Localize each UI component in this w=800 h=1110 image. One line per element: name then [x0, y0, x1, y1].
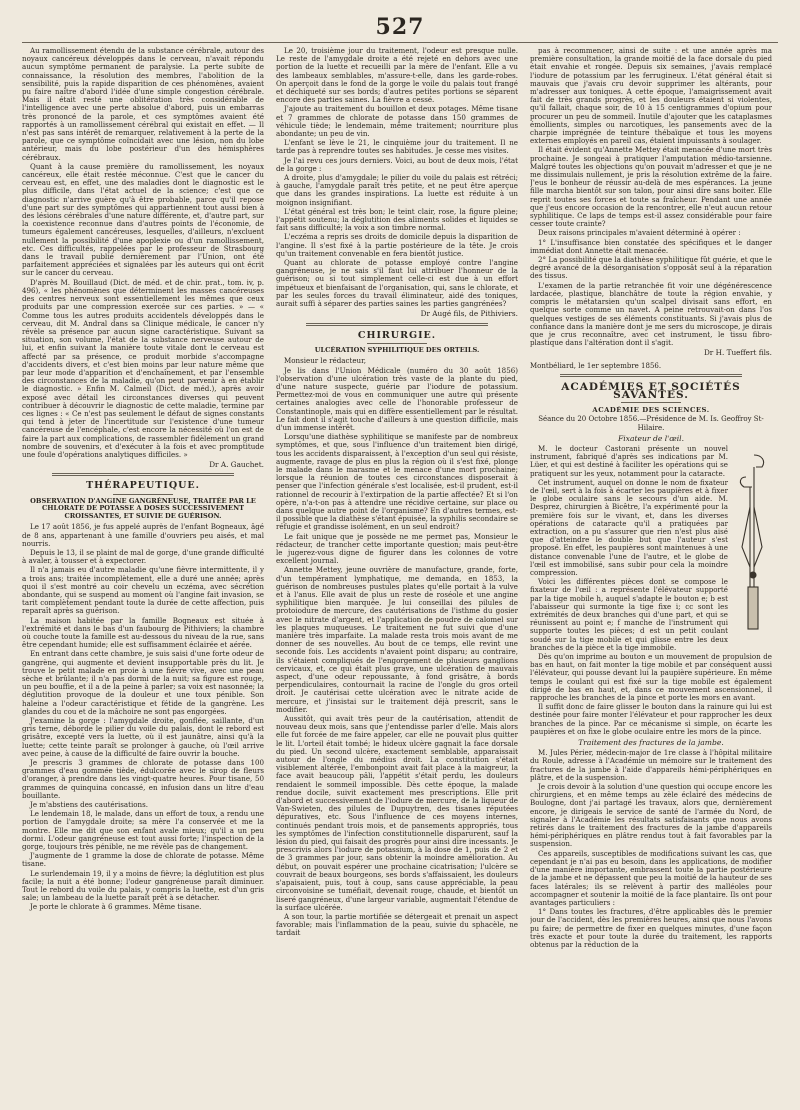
paragraph: Le fait unique que je possède ne me permet pas, Monsieur le rédacteur, de trancher cette importante question; mais peut-être le jugerez-vous digne de figurer dans les colonnes de votre excellent journal.: [276, 531, 518, 566]
paragraph: J'examine la gorge : l'amygdale droite, gonflée, saillante, d'un gris terne, déborde le pilier du voile du palais, dont le rebord est grisâtre, excepté vers la luette, où il est jaunâtre, ainsi qu'à la luette; cette teinte paraît se prolonger à gauche, où l'œil arrive avec peine, à cause de la difficulté de faire ouvrir la bouche.: [22, 716, 264, 758]
paragraph: J'ajoute au traitement du bouillon et deux potages. Même tisane et 7 grammes de chlorate de potasse dans 150 grammes de véhicule tiède; le lendemain, même traitement; nourriture plus abondante; un peu de vin.: [276, 104, 518, 139]
divider: [113, 494, 173, 495]
column-3: [530, 47, 772, 1103]
paragraph: Le 20, troisième jour du traitement, l'odeur est presque nulle. Le reste de l'amygdale droite a été rejeté en dehors avec une portion de la luette et recueilli par la mère de l'enfant. Elle a vu des lambeaux semblables, m'assure-t-elle, dans les garde-robes. On aperçoit dans le fond de la gorge le voile du palais tout frangé et déchiqueté sur ses bords; d'autres petites portions se séparent encore des parties saines. La fièvre a cessé.: [276, 47, 518, 105]
paragraph: Quant au chlorate de potasse employé contre l'angine gangréneuse, je ne sais s'il faut lui attribuer l'honneur de la guérison; ou si tout simplement celle-ci est due à un effort impétueux et bienfaisant de l'organisation, qui, sans le chlorate, et par les seules forces du travail éliminateur, aidé des toniques, aurait suffi à séparer des parties saines les parties gangrénées?: [276, 258, 518, 309]
paragraph: En entrant dans cette chambre, je suis saisi d'une forte odeur de gangrène, qui augmente et devient insupportable près du lit. Je trouve le petit malade en proie à une fièvre vive, avec une peau sèche et brûlante; il n'a pas dormi de la nuit; sa figure est rouge, un peu bouffie, et il a de la peine à parler; sa voix est nasonnée; la déglutition provoque de la douleur et une toux pénible. Son haleine a l'odeur caractéristique et fétide de la gangrène. Les glandes du cou et de la mâchoire ne sont pas engorgées.: [22, 649, 264, 716]
paragraph: Je porte le chlorate à 6 grammes. Même tisane.: [30, 902, 202, 912]
paragraph: 2° La possibilité que la diathèse syphilitique fût guérie, et que le degré avancé de la désorganisation s'opposât seul à la réparation des tissus.: [530, 255, 772, 281]
paragraph: A son tour, la partie mortifiée se détergeait et prenait un aspect favorable; mais l'inflammation de la peau, suivie du sphacèle, ne tardait: [276, 911, 518, 938]
paragraph: L'examen de la partie retranchée fit voir une dégénérescence lardacée, plastique, blanchâtre de toute la région envahie, y compris le métatarsien qu'un scalpel divisait sans effort, en quelque sorte comme un navet. A peine retrouvait-on dans l'os quelques vestiges de ses éléments constituants. Si j'avais plus de confiance dans la manière dont je me sers du microscope, je dirais que je crus reconnaître, avec cet instrument, le tissu fibro-plastique dans l'altération dont il s'agit.: [530, 280, 772, 348]
paragraph: Il n'a jamais eu d'autre maladie qu'une fièvre intermittente, il y a trois ans; traitée incomplètement, elle a duré une année; après quoi il s'est montré au coir chevelu un eczéma, avec sécrétion abondante, qui se suspend au moment où l'angine fait invasion, se tarit complètement pendant toute la durée de cette affection, puis reparaît après sa guérison.: [22, 565, 264, 616]
signature-place-date: Montbéliard, le 1er septembre 1856.: [530, 361, 662, 370]
paragraph: A droite, plus d'amygdale; le pilier du voile du palais est rétréci; à gauche, l'amygdale paraît très petite, et ne peut être aperçue que dans les grandes inspirations. La luette est réduite à un moignon insignifiant.: [276, 173, 518, 207]
divider: [367, 343, 427, 344]
paragraph: Je crois devoir à la solution d'une question qui occupe encore les chirurgiens, et en même temps au zèle éclairé des médecins de Boulogne, dont j'ai partagé les travaux, alors que, dernièrement encore, je dirigeais le service de santé de l'armée du Nord, de signaler à l'Académie les résultats satisfaisants que nous avons retirés dans le traitement des fractures de la jambe d'appareils hémi-périphériques en plâtre rendus tout à fait favorables par la suspension.: [530, 782, 772, 849]
session-line: Séance du 20 Octobre 1856.—Présidence de M. Is. Geoffroy St-Hilaire.: [538, 415, 764, 432]
salutation: Monsieur le rédacteur,: [284, 356, 366, 366]
section-title: THÉRAPEUTIQUE.: [86, 480, 200, 492]
paragraph: L'état général est très bon; le teint clair, rose, la figure pleine; l'appétit soutenu; la déglutition des aliments solides et liquides se fait sans difficulté; la voix a son timbre normal.: [276, 206, 518, 233]
paragraph: Au ramollissement étendu de la substance cérébrale, autour des noyaux cancéreux développés dans le cerveau, n'avait répondu aucun symptôme permanent de paralysie. La perte subite de connaissance, la résolution des membres, l'abolition de la sensibilité, puis la rapide disparition de ces phénomènes, avaient pu faire naître d'abord l'idée d'une simple congestion cérébrale. Mais il était resté une oblitération très considérable de l'intelligence avec une perte absolue d'abord, puis un embarras très prononcé de la parole, et ces symptômes avaient été rapportés à un ramollissement cérébral qui existait en effet. — Il n'est pas sans intérêt de remarquer, relativement à la perte de la parole, que ce symptôme coïncidait avec une lésion, non du lobe antérieur, mais du lobe postérieur d'un des hémisphères cérébraux.: [22, 47, 264, 162]
paragraph: L'enfant se lève le 21, le cinquième jour du traitement. Il ne tarde pas à reprendre toutes ses habitudes. Je cesse mes visites.: [276, 138, 518, 156]
section-divider: [52, 473, 234, 476]
paragraph: Deux raisons principales m'avaient déterminé à opérer :: [538, 228, 741, 238]
author-signature: Dr A. Gauchet.: [209, 460, 264, 470]
paragraph: Je prescris 3 grammes de chlorate de potasse dans 100 grammes d'eau gommée tiède, édulcorée avec le sirop de fleurs d'oranger, à prendre dans les vingt-quatre heures. Pour tisane, 50 grammes de quinquina concassé, en infusion dans un litre d'eau bouillante.: [22, 758, 264, 800]
page-number: 527: [375, 14, 425, 40]
paragraph: Voici les différentes pièces dont se compose le fixateur de l'œil : a représente l'élévateur supporté par la tige mobile h, auquel s'adapte le bouton e; b est l'abaisseur qui surmonte la tige fixe i; cc sont les extrémités de deux branches qui d'une part, et qui se réunissent au point e; f manche de l'instrument qui supporte toutes les pièces; d est un petit coulant soudé sur la tige mobile et qui glisse entre les deux branches de la pièce et la tige immobile.: [530, 577, 728, 652]
paragraph: La maison habitée par la famille Bogneaux est située à l'extrémité et dans le bas d'un faubourg de Pithiviers; la chambre où couche toute la famille est au-dessous du niveau de la rue, sans être cependant humide; elle est suffisamment éclairée et aérée.: [22, 615, 264, 650]
paragraph: Il suffit donc de faire glisser le bouton dans la rainure qui lui est destinée pour faire monter l'élévateur et pour rapprocher les deux branches de la pince. Par ce mécanisme si simple, on écarte les paupières et on fixe le globe oculaire entre les mors de la pince.: [530, 702, 772, 736]
paragraph: Lorsqu'une diathèse syphilitique se manifeste par de nombreux symptômes, et que, sous l'influence d'un traitement bien dirigé, tous les accidents disparaissent, à l'exception d'un seul qui résiste, augmente, ravage de plus en plus la région où il s'est fixé, plonge le malade dans le marasme et le menace d'une mort prochaine; lorsque la réunion de toutes ces circonstances disposerait à penser que l'infection générale s'est localisée, est-il prudent, est-il rationnel de recourir à l'extirpation de la partie affectée? Et si l'on opère, n'a-t-on pas à attendre une récidive certaine, sur place ou dans quelque autre point de l'organisme? En d'autres termes, est-il possible que la diathèse s'étant épuisée, la syphilis secondaire se réfugie et grandisse isolément, en un seul endroit?: [276, 432, 518, 532]
section-divider: [560, 374, 742, 377]
article-title: OBSERVATION D'ANGINE GANGRÉNEUSE, TRAITÉE PAR LE CHLORATE DE POTASSE A DOSES SUCCESSIVEMENT CROISSANTES, ET SUIVIE DE GUÉRISON.: [30, 496, 256, 520]
paragraph: L'eczéma a repris ses droits de domicile depuis la disparition de l'angine. Il s'est fixé à la partie postérieure de la tête. Je crois qu'un traitement convenable en fera bientôt justice.: [276, 232, 518, 258]
section-title: CHIRURGIE.: [357, 329, 437, 341]
author-signature: Dr Augé fils, de Pithiviers.: [420, 309, 518, 319]
paragraph: Je l'ai revu ces jours derniers. Voici, au bout de deux mois, l'état de la gorge :: [276, 155, 518, 173]
paragraph: Je m'abstiens des cautérisations.: [30, 800, 149, 810]
paragraph: Depuis le 13, il se plaint de mal de gorge, d'une grande difficulté à avaler, à tousser et à expectorer.: [22, 547, 264, 566]
topic-heading: Fixateur de l'œil.: [617, 433, 685, 443]
section-divider: [306, 323, 488, 326]
paragraph: M. Jules Périer, médecin-major de 1re classe à l'hôpital militaire du Roule, adresse à l'Académie un mémoire sur le traitement des fractures de la jambe à l'aide d'appareils hémi-périphériques en plâtre, et de la suspension.: [530, 748, 772, 782]
article-title: ULCÉRATION SYPHILITIQUE DES ORTEILS.: [314, 345, 480, 354]
column-1: [22, 47, 264, 1103]
topic-heading: Traitement des fractures de la jambe.: [578, 738, 724, 748]
author-signature: Dr H. Tueffert fils.: [703, 348, 772, 358]
paragraph: 1° Dans toutes les fractures, d'être applicables dès le premier jour de l'accident, dès les premières heures, ainsi que nous l'avons pu faire; de permettre de fixer en quelques minutes, d'une façon très exacte et pour toute la durée du traitement, les rapports obtenus par la réduction de la: [530, 907, 772, 949]
paragraph: Le 17 août 1856, je fus appelé auprès de l'enfant Bogneaux, âgé de 8 ans, appartenant à une famille d'ouvriers peu aisés, et mal nourris.: [22, 522, 264, 548]
paragraph: Ces appareils, susceptibles de modifications suivant les cas, que cependant je n'ai pas eu besoin, dans les applications, de modifier d'une manière importante, embrassent toute la partie postérieure de la jambe et ne dépassent que peu la moitié de la hauteur de ses faces latérales; ils se relèvent à partir des malléoles pour accompagner et soutenir la moitié de la face plantaire. Ils ont pour avantages particuliers :: [530, 848, 772, 907]
paragraph: Quant à la cause première du ramollissement, les noyaux cancéreux, elle était restée méconnue. C'est que le cancer du cerveau est, en effet, une des maladies dont le diagnostic est le plus difficile, dans l'état actuel de la science; c'est que ce diagnostic n'arrive guère qu'à être probable, parce qu'il repose d'une part sur des symptômes qui appartiennent tout aussi bien à des lésions cérébrales d'une nature différente, et, d'autre part, sur la coexistence reconnue dans d'autres points de l'économie, de tumeurs également cancéreuses, lesquelles, d'ailleurs, n'excluent nullement la possibilité d'une apoplexie ou d'un ramollissement, etc. Ces difficultés, rappelées par le professeur de Strasbourg dans le travail publié dernièrement par l'Union, ont été parfaitement appréciées et signalées par les auteurs qui ont écrit sur le cancer du cerveau.: [22, 161, 264, 278]
eye-fixator-figure: [732, 447, 772, 637]
paragraph: J'augmente de 1 gramme la dose de chlorate de potasse. Même tisane.: [22, 851, 264, 869]
header-rule: [22, 42, 778, 43]
paragraph: Je lis dans l'Union Médicale (numéro du 30 août 1856) l'observation d'une ulcération très vaste de la plante du pied, d'une nature suspecte, guérie par l'iodure de potassium. Permettez-moi de vous en communiquer une autre qui présente certaines analogies avec celle de l'honorable professeur de Constantinople, mais qui en diffère essentiellement par le résultat. Le fait dont il s'agit touche d'ailleurs à une question difficile, mais d'un immense intérêt.: [276, 365, 518, 432]
paragraph: Il était évident qu'Annette Mettey était menacée d'une mort très prochaine. Je songeai à pratiquer l'amputation médio-tarsienne. Malgré toutes les objections qu'on pouvait m'adresser et que je ne me dissimulais nullement, je pris la résolution extrême de la faire. J'eus le bonheur de réussir au-delà de mes espérances. La jeune fille marcha bientôt sur son talon, pour ainsi dire sans boiter. Elle reprit toutes ses forces et toute sa fraîcheur. Pendant une année que j'eus encore occasion de la rencontrer, elle n'eut aucun retour syphilitique. Ce laps de temps est-il assez considérable pour faire cesser toute crainte?: [530, 145, 772, 229]
columns: [22, 47, 778, 1103]
paragraph: Cet instrument, auquel on donne le nom de fixateur de l'œil, sert à la fois à écarter les paupières et à fixer le globe oculaire sans le secours d'un aide. M. Desprez, chirurgien à Bicêtre, l'a expérimenté pour la première fois sur le vivant, et, dans les diverses opérations de cataracte qu'il a pratiquées par extraction, on a pu s'assurer que rien n'est plus aisé que d'atteindre le double but que l'auteur s'est proposé. En effet, les paupières sont maintenues à une distance convenable l'une de l'autre, et le globe de l'œil est immobilisé, sans subir pour cela la moindre compression.: [530, 477, 728, 577]
divider: [621, 402, 681, 403]
paragraph: Dès qu'on imprime au bouton e un mouvement de propulsion de bas en haut, on fait monter la tige mobile et par conséquent aussi l'élévateur, qui pousse devant lui la paupière supérieure. En même temps le coulant qui est fixé sur la tige mobile est également dirigé de bas en haut, et, dans ce mouvement ascensionnel, il rapproche les branches de la pince et porte les mors en avant.: [530, 652, 772, 703]
paragraph: Annette Mettey, jeune ouvrière de manufacture, grande, forte, d'un tempérament lymphatique, me demanda, en 1853, la guérison de nombreuses pustules plates qu'elle portait à la vulve et à l'anus. Elle avait de plus un reste de roséole et une angine syphilitique bien marquée. Je lui conseillai des pilules de protoiodure de mercure, des cautérisations de l'isthme du gosier avec le nitrate d'argent, et l'application de poudre de calomel sur les plaques muqueuses. Le traitement ne fut suivi que d'une manière très imparfaite. La malade resta trois mois avant de me donner de ses nouvelles. Au bout de ce temps, elle revint une seconde fois. Les accidents n'avaient point disparu; au contraire, ils s'étaient compliqués de l'engorgement de plusieurs ganglions cervicaux, et, ce qui était plus grave, une ulcération de mauvais aspect, d'une odeur repoussante, à fond grisâtre, à bords perpendiculaires, contournait la racine de l'ongle du gros orteil droit. Je cautérisai cette ulcération avec le nitrate acide de mercure, et j'insistai sur le traitement déjà prescrit, sans le modifier.: [276, 565, 518, 714]
paragraph: Le lendemain 18, le malade, dans un effort de toux, a rendu une portion de l'amygdale droite; sa mère l'a conservée et me la montre. Elle me dit que son enfant avale mieux; qu'il a un peu dormi. L'odeur gangréneuse est tout aussi forte; l'inspection de la gorge, toujours très pénible, ne me révèle pas de changement.: [22, 809, 264, 852]
paragraph: pas à recommencer, ainsi de suite : et une année après ma première consultation, la grande moitié de la face dorsale du pied était envahie et rongée. Depuis six semaines, j'avais remplacé l'iodure de potassium par les ferrugineux. L'état général était si mauvais que j'avais cru devoir supprimer les altérants, pour m'adresser aux toniques. A cette époque, l'amaigrissement avait fait de très grands progrès, et les douleurs étaient si violentes, qu'il fallait, chaque soir, de 10 à 15 centigrammes d'opium pour procurer un peu de sommeil. Inutile d'ajouter que les cataplasmes émollients, simples ou narcotiques, les pansements avec de la charpie imprégnée de teinture thébaïque et tous les moyens externes employés en pareil cas, étaient impuissants à soulager.: [530, 47, 772, 146]
subsection-title: ACADÉMIE DES SCIENCES.: [592, 406, 710, 415]
column-2: [276, 47, 518, 1103]
paragraph: Aussitôt, qui avait très peur de la cautérisation, attendit de nouveau deux mois, sans que j'entendisse parler d'elle. Mais alors elle fut forcée de me faire appeler, car elle ne pouvait plus quitter le lit. L'orteil était tombé; le hideux ulcère gagnait la face dorsale du pied. Un second ulcère, exactement semblable, apparaissait autour de l'ongle du médius droit. La constitution s'était visiblement altérée, l'embonpoint avait fait place à la maigreur, la face avait beaucoup pâli, l'appétit s'était perdu, les douleurs rendaient le sommeil impossible. Dès cette époque, la malade rendue docile, suivit exactement mes prescriptions. Elle prit d'abord et successivement de l'iodure de mercure, de la liqueur de Van-Swieten, des pilules de Dupuytren, des tisanes réputées dépuratives, etc. Sous l'influence de ces moyens internes, continués pendant trois mois, et de pansements appropriés, tous les symptômes de l'infection constitutionnelle disparurent, sauf la lésion du pied, qui faisait des progrès pour ainsi dire incessants. Je prescrivis alors l'iodure de potassium, à la dose de 1, puis de 2 et de 3 grammes par jour, sans obtenir la moindre amélioration. Au début, on pouvait espérer une prochaine cicatrisation; l'ulcère se couvrait de beaux bourgeons, ses bords s'affaissaient, les douleurs s'apaisaient, puis, tout à coup, sans cause appréciable, la peau circonvoisine se tuméfiait, devenait rouge, chaude, et bientôt un liseré gangréneux, d'une largeur variable, augmentait l'étendue de la surface ulcérée.: [276, 714, 518, 912]
paragraph: D'après M. Bouillaud (Dict. de méd. et de chir. prat., tom. iv, p. 496), « les phénomènes que déterminent les masses cancéreuses des centres nerveux sont essentiellement les mêmes que ceux produits par une compression exercée sur ces parties. » — « Comme tous les autres produits accidentels développés dans le cerveau, dit M. Andral dans sa Clinique médicale, le cancer n'y révèle sa présence par aucun signe caractéristique. Suivant sa situation, son volume, l'état de la substance nerveuse autour de lui, et enfin suivant la manière toute vitale dont le cerveau est affecté par sa présence, ce produit morbide s'accompagne d'accidents divers, et c'est bien moins par leur nature même que par leur mode d'apparition et d'enchaînement, et par l'ensemble des circonstances de la maladie, qu'on peut parvenir à en établir le diagnostic. » Enfin M. Calmeil (Dict. de méd.), après avoir exposé avec détail les circonstances diverses qui peuvent contribuer à découvrir le diagnostic de cette maladie, termine par ces lignes : « Ce n'est pas seulement le défaut de signes constants qui tend à jeter de l'incertitude sur l'existence d'une tumeur cancéreuse de l'encéphale, c'est encore la nécessité où l'on est de faire la part aux complications, de rassembler fidèlement un grand nombre de souvenirs, et d'exécuter à la fois et avec promptitude une foule d'opérations analytiques difficiles. »: [22, 277, 264, 459]
paragraph: 1° L'insuffisance bien constatée des spécifiques et le danger immédiat dont Annette était menacée.: [530, 237, 772, 255]
section-title: ACADÉMIES ET SOCIÉTÉS SAVANTES.: [561, 380, 741, 401]
paragraph: M. le docteur Castorani présente un nouvel instrument, fabriqué d'après ses indications par M. Lüer, et qui est destiné à faciliter les opérations qui se pratiquent sur les yeux, notamment pour la cataracte.: [530, 443, 728, 478]
paragraph: Le surlendemain 19, il y a moins de fièvre; la déglutition est plus facile; la nuit a été bonne; l'odeur gangréneuse paraît diminuer. Tout le rebord du voile du palais, y compris la luette, est d'un gris sale; un lambeau de la luette paraît prêt à se détacher.: [22, 868, 264, 903]
